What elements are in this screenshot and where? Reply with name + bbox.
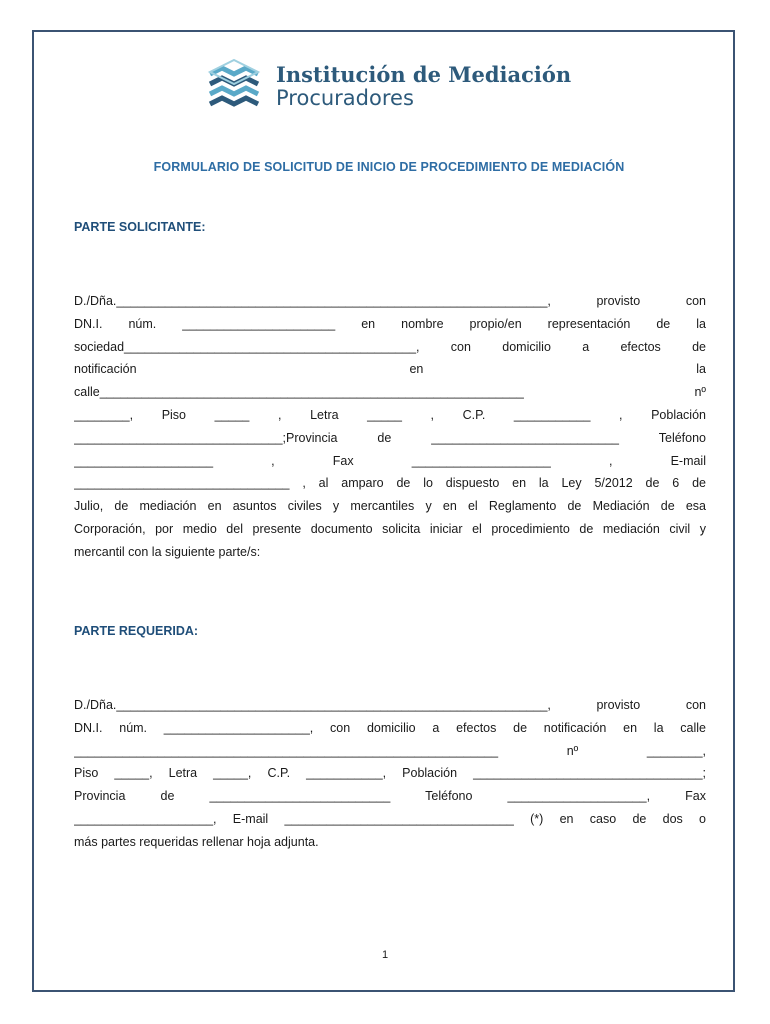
form-line: DN.I. núm. _____________________, con domicilio a efectos de notificación en la calle xyxy=(74,720,706,735)
form-line: Provincia de __________________________ Teléfono ____________________, Fax xyxy=(74,789,706,804)
form-line: _______________________________ , al amparo de lo dispuesto en la Ley 5/2012 de 6 de xyxy=(74,476,706,491)
form-line: ________, Piso _____ , Letra _____ , C.P. ___________ , Población xyxy=(74,407,706,422)
form-line: Piso _____, Letra _____, C.P. ___________, Población _________________________________; xyxy=(74,766,706,781)
form-line: calle_____________________________________________________________ nº xyxy=(74,385,706,400)
logo-subtitle: Procuradores xyxy=(276,86,414,110)
form-line: ____________________ , Fax ____________________ , E-mail xyxy=(74,453,706,468)
requerida-paragraph xyxy=(74,694,706,854)
form-line: ______________________________;Provincia de ___________________________ Teléfono xyxy=(74,430,706,445)
form-line: sociedad__________________________________________, con domicilio a efectos de xyxy=(74,339,706,354)
form-line: DN.I. núm. ______________________ en nombre propio/en representación de la xyxy=(74,316,706,331)
form-line: ____________________, E-mail _________________________________ (*) en caso de dos o xyxy=(74,811,706,826)
form-line: Corporación, por medio del presente documento solicita iniciar el procedimiento de mediación civil y xyxy=(74,521,706,536)
form-line: _____________________________________________________________ nº ________, xyxy=(74,743,706,758)
form-line: mercantil con la siguiente parte/s: xyxy=(74,544,261,559)
logo-title: Institución de Mediación xyxy=(276,62,572,87)
form-line: D./Dña.______________________________________________________________, provisto con xyxy=(74,698,706,712)
form-line: D./Dña.______________________________________________________________, provisto con xyxy=(74,294,706,308)
form-line: más partes requeridas rellenar hoja adjunta. xyxy=(74,834,319,849)
form-line: notificación en la xyxy=(74,362,706,377)
logo-mark-icon xyxy=(206,58,266,118)
form-title: FORMULARIO DE SOLICITUD DE INICIO DE PROCEDIMIENTO DE MEDIACIÓN xyxy=(153,160,625,174)
solicitante-paragraph xyxy=(74,290,706,564)
form-line: Julio, de mediación en asuntos civiles y mercantiles y en el Reglamento de Mediación de esa xyxy=(74,499,706,514)
page-number: 1 xyxy=(381,949,389,961)
section-heading-requerida: PARTE REQUERIDA: xyxy=(74,624,199,638)
section-heading-solicitante: PARTE SOLICITANTE: xyxy=(74,220,206,234)
